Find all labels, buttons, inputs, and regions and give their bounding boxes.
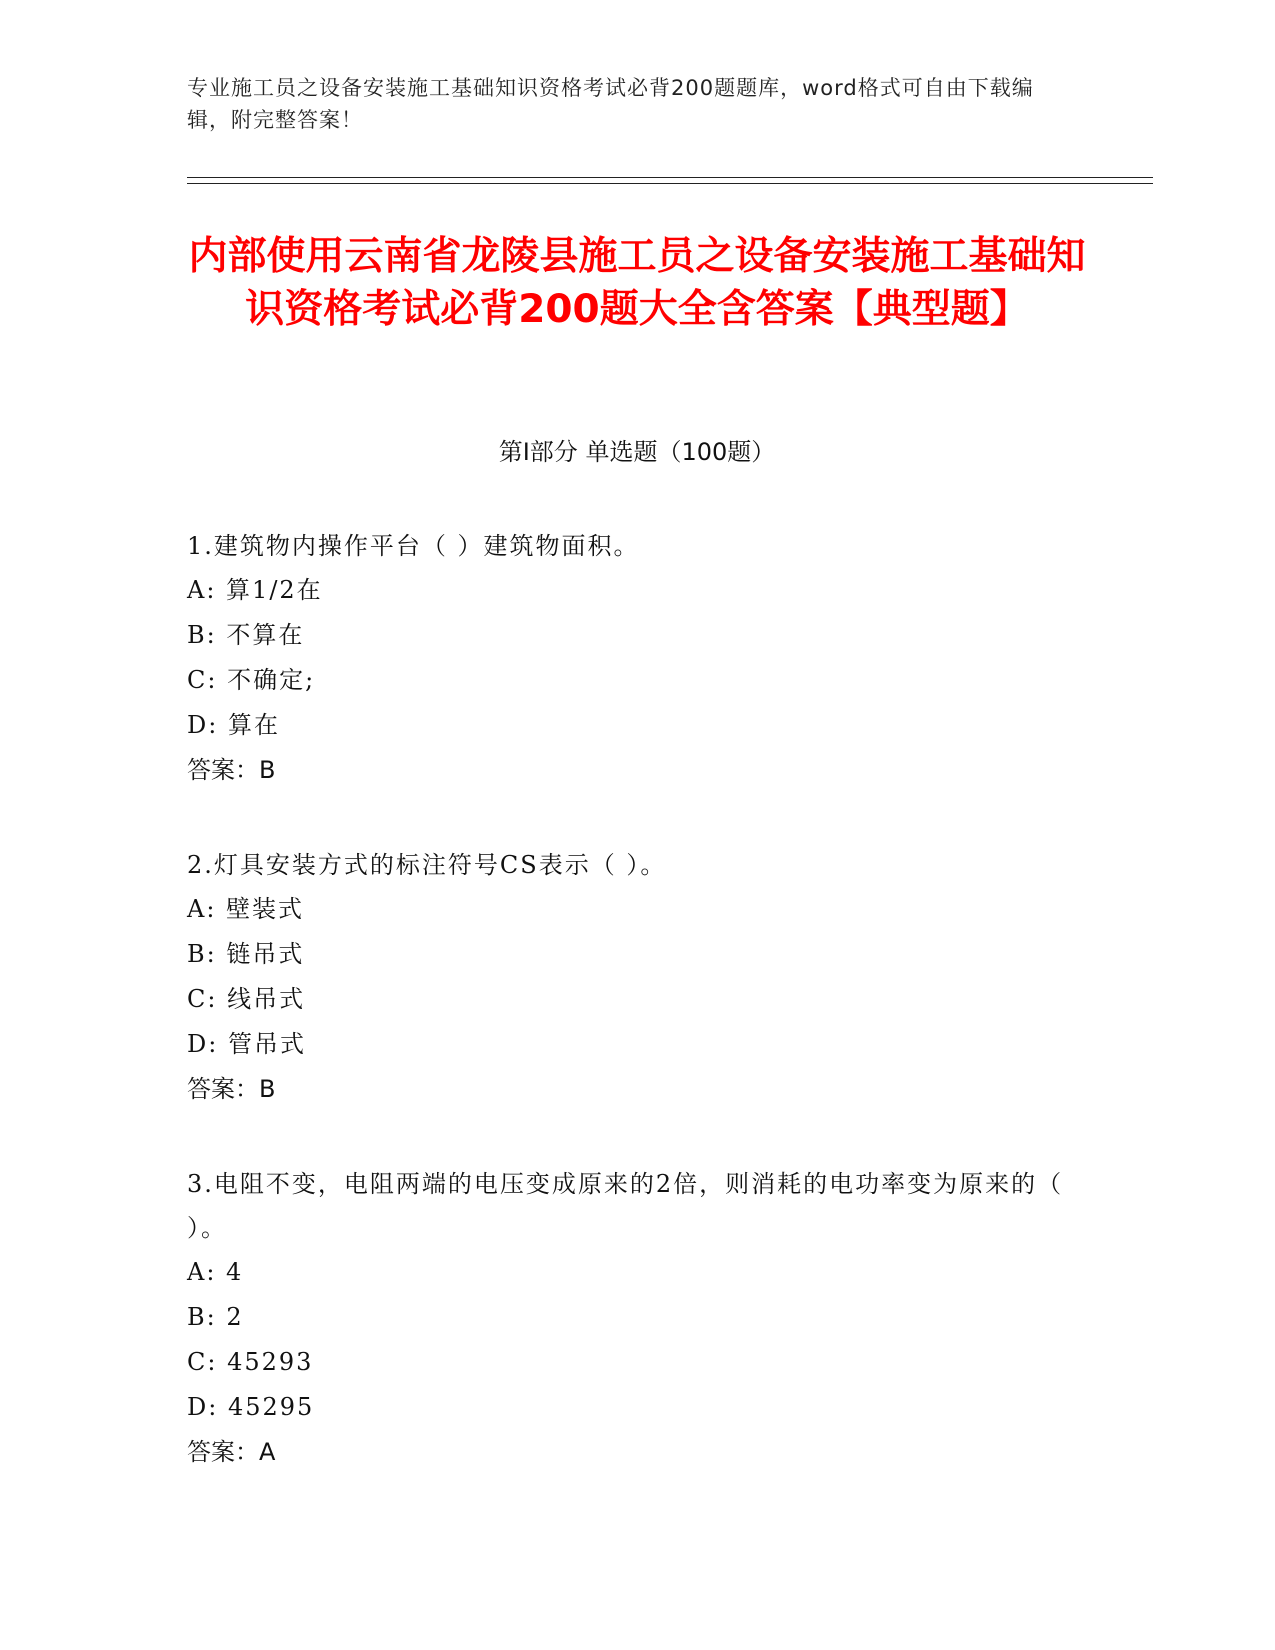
header-divider-bottom xyxy=(187,183,1153,184)
answer: 答案：B xyxy=(187,1075,276,1103)
question-text: 2.灯具安装方式的标注符号CS表示（ ）。 xyxy=(187,851,667,879)
question-block xyxy=(187,524,1067,793)
document-title: 内部使用云南省龙陵县施工员之设备安装施工基础知识资格考试必背200题大全含答案【典型题】 xyxy=(188,234,1086,332)
option-b: B: 2 xyxy=(187,1303,244,1331)
question-block xyxy=(187,1162,1067,1475)
option-c: C: 线吊式 xyxy=(187,985,306,1013)
option-b: B: 不算在 xyxy=(187,621,305,649)
option-d: D: 算在 xyxy=(187,711,280,739)
question-text: 1.建筑物内操作平台（ ）建筑物面积。 xyxy=(187,532,640,560)
section-heading: 第Ⅰ部分 单选题（100题） xyxy=(498,438,776,466)
option-d: D: 管吊式 xyxy=(187,1030,306,1058)
option-a: A: 算1/2在 xyxy=(187,576,323,604)
option-b: B: 链吊式 xyxy=(187,940,305,968)
answer: 答案：A xyxy=(187,1438,276,1466)
question-text: 3.电阻不变，电阻两端的电压变成原来的2倍，则消耗的电功率变为原来的（ ）。 xyxy=(187,1170,1064,1242)
header-divider-top xyxy=(187,177,1153,178)
answer: 答案：B xyxy=(187,756,276,784)
option-c: C: 不确定; xyxy=(187,666,316,694)
option-d: D: 45295 xyxy=(187,1393,315,1421)
option-a: A: 壁装式 xyxy=(187,895,305,923)
option-c: C: 45293 xyxy=(187,1348,314,1376)
header-note: 专业施工员之设备安装施工基础知识资格考试必背200题题库，word格式可自由下载编辑，附完整答案！ xyxy=(187,76,1034,132)
option-a: A: 4 xyxy=(187,1258,244,1286)
question-block xyxy=(187,843,1067,1112)
